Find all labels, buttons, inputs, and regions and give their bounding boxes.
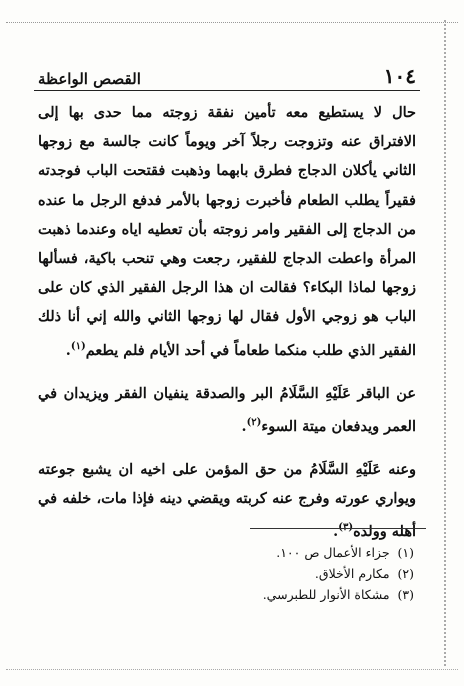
footnote bbox=[38, 563, 414, 584]
paragraph-text: حال لا يستطيع معه تأمين نفقة زوجته مما حدى بها إلى الافتراق عنه وتزوجت رجلاً آخر ويوماً كانت جالسة مع زوجها الثاني يأكلان الدجاج فطرق بابهما وذهبت فقتحت الباب فوجدته فقيراً يطلب الطعام فأخبرت زوجها بالأمر فدفع الرجل ما عنده من الدجاج إلى الفقير وامر زوجته بأن تعطيه اياه وعندما ذهبت المرأة واعطت الدجاج للفقير، رجعت وهي تنحب باكية، فسألها زوجها لماذا البكاء؟ فقالت ان هذا الرجل الفقير الذي كان على الباب هو زوجي الأول فقال لها زوجها الثاني والله إني أنا ذلك الفقير الذي طلب منكما طعاماً في أحد الأيام فلم يطعم bbox=[38, 104, 416, 359]
page-number: ١٠٤ bbox=[383, 64, 416, 88]
running-title: القصص الواعظة bbox=[38, 70, 141, 88]
paragraph: حال لا يستطيع معه تأمين نفقة زوجته مما حدى بها إلى الافتراق عنه وتزوجت رجلاً آخر ويوماً كانت جالسة مع زوجها الثاني يأكلان الدجاج فطرق بابهما وذهبت فقتحت الباب فوجدته فقيراً يطلب الطعام فأخبرت زوجها بالأمر فدفع الرجل ما عنده من الدجاج إلى الفقير وامر زوجته بأن تعطيه اياه وعندما ذهبت المرأة واعطت الدجاج للفقير، رجعت وهي تنحب باكية، فسألها زوجها لماذا البكاء؟ فقالت ان هذا الرجل الفقير الذي كان على الباب هو زوجي الأول فقال لها زوجها الثاني والله إني أنا ذلك الفقير الذي طلب منكما طعاماً في أحد الأيام فلم يطعم$^{(١)}$. bbox=[38, 104, 416, 359]
footnote-ref: (١) bbox=[70, 340, 86, 352]
scan-edge-bottom bbox=[6, 669, 458, 674]
footnote-ref: (٣) bbox=[338, 522, 354, 534]
footnote-number: (٢) bbox=[397, 566, 414, 581]
paragraph-text: عن الباقر عَلَيْهِ السَّلَامُ البر والصدقة ينفيان الفقر ويزيدان في العمر ويدفعان ميتة السوء bbox=[38, 384, 416, 435]
paragraph: وعنه عَلَيْهِ السَّلَامُ من حق المؤمن على اخيه ان يشبع جوعته ويواري عورته وفرج عنه كربته ويقضي دينه فإذا مات، خلفه في أهله وولده$^{(٣)}$. bbox=[38, 460, 416, 541]
header-rule bbox=[34, 90, 420, 91]
footnote-text: جزاء الأعمال ص ١٠٠. bbox=[276, 545, 390, 560]
footnote bbox=[38, 542, 414, 563]
paragraph: عن الباقر عَلَيْهِ السَّلَامُ البر والصدقة ينفيان الفقر ويزيدان في العمر ويدفعان ميتة السوء$^{(٢)}$. bbox=[38, 384, 416, 435]
footnote-ref: (٢) bbox=[246, 416, 262, 428]
scan-edge-right bbox=[444, 20, 454, 666]
footnote-text: مكارم الأخلاق. bbox=[314, 566, 390, 581]
footnote-number: (١) bbox=[397, 545, 414, 560]
footnotes bbox=[38, 542, 414, 605]
footnote-rule bbox=[250, 528, 426, 529]
body-text bbox=[38, 98, 416, 546]
page-header bbox=[38, 62, 416, 88]
paragraph-text: وعنه عَلَيْهِ السَّلَامُ من حق المؤمن على اخيه ان يشبع جوعته ويواري عورته وفرج عنه كربته ويقضي دينه فإذا مات، خلفه في أهله وولده bbox=[38, 460, 416, 541]
scan-edge-top bbox=[6, 22, 458, 27]
footnote-text: مشكاة الأنوار للطبرسي. bbox=[262, 587, 390, 602]
footnote-number: (٣) bbox=[397, 587, 414, 602]
footnote bbox=[38, 584, 414, 605]
